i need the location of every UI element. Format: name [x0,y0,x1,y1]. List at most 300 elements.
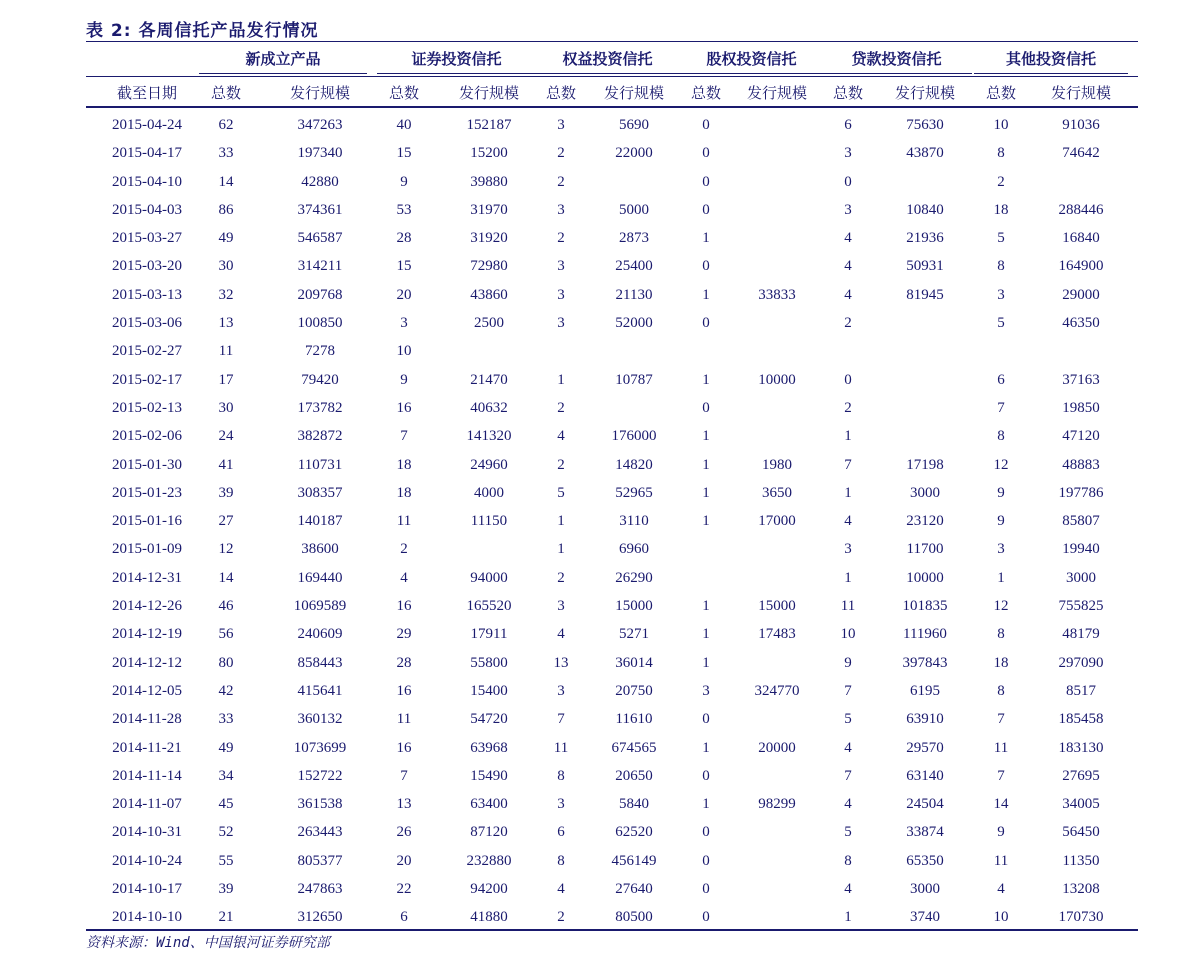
column-header-count: 总数 [832,84,863,102]
amount-cell: 858443 [297,654,343,671]
count-cell: 30 [218,258,234,275]
amount-cell: 25400 [615,258,653,275]
amount-cell: 79420 [301,371,339,388]
amount-cell: 20750 [615,682,653,699]
amount-cell: 13208 [1062,881,1100,898]
amount-cell: 185458 [1058,711,1104,728]
count-cell: 16 [396,739,412,756]
count-cell: 0 [702,315,710,332]
amount-cell: 805377 [297,852,343,869]
amount-cell: 165520 [466,598,512,615]
count-cell: 29 [396,626,412,643]
count-cell: 2 [997,173,1005,190]
amount-cell: 41880 [470,909,508,926]
amount-cell: 34005 [1062,796,1100,813]
amount-cell: 347263 [297,117,343,133]
count-cell: 0 [702,824,710,841]
date-cell: 2014-12-05 [112,682,182,699]
amount-cell: 183130 [1058,739,1104,756]
table-row [0,169,1191,197]
amount-cell: 43860 [470,286,508,303]
count-cell: 0 [702,258,710,275]
table-body [0,112,1191,933]
amount-cell: 63968 [470,739,508,756]
count-cell: 3 [557,201,565,218]
amount-cell: 11700 [906,541,944,558]
amount-cell: 29570 [906,739,944,756]
date-cell: 2014-11-07 [112,796,182,813]
count-cell: 12 [993,598,1009,615]
amount-cell: 382872 [297,428,343,445]
table-row [0,763,1191,791]
count-cell: 9 [997,824,1005,841]
count-cell: 3 [557,286,565,303]
count-cell: 5 [844,824,852,841]
date-cell: 2015-03-20 [112,258,182,275]
count-cell: 11 [218,343,234,360]
amount-cell: 312650 [297,909,343,926]
date-cell: 2014-12-31 [112,569,182,586]
count-cell: 22 [396,881,412,898]
count-cell: 34 [218,767,234,784]
count-cell: 1 [702,598,710,615]
count-cell: 28 [396,230,412,247]
count-cell: 11 [553,739,569,756]
amount-cell: 42880 [301,173,339,190]
amount-cell: 170730 [1058,909,1104,926]
amount-cell: 19850 [1062,399,1100,416]
count-cell: 0 [702,767,710,784]
count-cell: 10 [993,117,1009,133]
amount-cell: 52000 [615,315,653,332]
group-equity-trust-header: 权益投资信托 [562,50,653,68]
count-cell: 4 [557,881,565,898]
count-cell: 1 [844,484,852,501]
count-cell: 3 [557,682,565,699]
amount-cell: 80500 [615,909,653,926]
column-header-amount: 发行规模 [603,84,664,102]
amount-cell: 197786 [1058,484,1104,501]
amount-cell: 33833 [758,286,796,303]
count-cell: 3 [997,286,1005,303]
amount-cell: 23120 [906,513,944,530]
count-cell: 1 [702,513,710,530]
amount-cell: 17000 [758,513,796,530]
amount-cell: 374361 [297,201,343,218]
count-cell: 3 [702,682,710,699]
column-header-date: 截至日期 [116,84,177,102]
count-cell: 7 [844,767,852,784]
count-cell: 2 [400,541,408,558]
amount-cell: 48883 [1062,456,1100,473]
count-cell: 11 [840,598,856,615]
count-cell: 9 [400,173,408,190]
group-new-products-header: 新成立产品 [245,50,321,68]
amount-cell: 263443 [297,824,343,841]
date-cell: 2015-04-10 [112,173,182,190]
count-cell: 1 [702,428,710,445]
count-cell: 3 [844,145,852,162]
amount-cell: 755825 [1058,598,1104,615]
date-cell: 2015-03-27 [112,230,182,247]
date-cell: 2015-04-17 [112,145,182,162]
amount-cell: 38600 [301,541,339,558]
count-cell: 1 [702,654,710,671]
date-cell: 2015-02-06 [112,428,182,445]
amount-cell: 87120 [470,824,508,841]
count-cell: 62 [218,117,234,133]
table-row [0,310,1191,338]
amount-cell: 674565 [611,739,657,756]
table-row [0,253,1191,281]
count-cell: 4 [557,428,565,445]
date-cell: 2015-04-24 [112,117,182,133]
column-header-count: 总数 [690,84,721,102]
amount-cell: 40632 [470,399,508,416]
count-cell: 4 [844,230,852,247]
amount-cell: 140187 [297,513,343,530]
count-cell: 2 [844,315,852,332]
amount-cell: 1073699 [293,739,347,756]
table-row [0,367,1191,395]
count-cell: 45 [218,796,234,813]
amount-cell: 3110 [619,513,649,530]
amount-cell: 15200 [470,145,508,162]
date-cell: 2014-10-17 [112,881,182,898]
amount-cell: 91036 [1062,117,1100,133]
count-cell: 0 [702,145,710,162]
count-cell: 9 [844,654,852,671]
count-cell: 2 [557,399,565,416]
count-cell: 12 [993,456,1009,473]
amount-cell: 169440 [297,569,343,586]
count-cell: 18 [396,484,412,501]
amount-cell: 288446 [1058,201,1104,218]
count-cell: 26 [396,824,412,841]
count-cell: 16 [396,598,412,615]
amount-cell: 10000 [906,569,944,586]
count-cell: 0 [702,711,710,728]
amount-cell: 21130 [615,286,653,303]
amount-cell: 94200 [470,881,508,898]
column-header-amount: 发行规模 [289,84,350,102]
count-cell: 10 [993,909,1009,926]
table-row [0,593,1191,621]
amount-cell: 111960 [903,626,947,643]
amount-cell: 100850 [297,315,343,332]
bottom-rule [86,929,1138,931]
group-other-trust-underline [974,73,1128,74]
amount-cell: 24960 [470,456,508,473]
count-cell: 14 [218,569,234,586]
amount-cell: 152187 [466,117,512,133]
amount-cell: 24504 [906,796,944,813]
count-cell: 1 [702,796,710,813]
count-cell: 8 [557,852,565,869]
amount-cell: 56450 [1062,824,1100,841]
amount-cell: 20650 [615,767,653,784]
amount-cell: 98299 [758,796,796,813]
count-cell: 4 [557,626,565,643]
count-cell: 49 [218,230,234,247]
amount-cell: 31970 [470,201,508,218]
count-cell: 1 [844,428,852,445]
date-cell: 2015-02-27 [112,343,182,360]
count-cell: 9 [997,513,1005,530]
count-cell: 11 [993,739,1009,756]
amount-cell: 308357 [297,484,343,501]
amount-cell: 46350 [1062,315,1100,332]
count-cell: 1 [702,230,710,247]
count-cell: 8 [997,258,1005,275]
amount-cell: 209768 [297,286,343,303]
count-cell: 0 [702,881,710,898]
count-cell: 42 [218,682,234,699]
count-cell: 14 [218,173,234,190]
amount-cell: 31920 [470,230,508,247]
amount-cell: 19940 [1062,541,1100,558]
amount-cell: 15000 [758,598,796,615]
count-cell: 5 [997,230,1005,247]
amount-cell: 17198 [906,456,944,473]
table-row [0,735,1191,763]
amount-cell: 415641 [297,682,343,699]
amount-cell: 11350 [1062,852,1100,869]
group-securities-trust-header: 证券投资信托 [411,50,502,68]
count-cell: 9 [400,371,408,388]
count-cell: 39 [218,881,234,898]
amount-cell: 17911 [470,626,508,643]
amount-cell: 164900 [1058,258,1104,275]
amount-cell: 48179 [1062,626,1100,643]
date-cell: 2014-11-28 [112,711,182,728]
count-cell: 4 [844,258,852,275]
count-cell: 18 [993,654,1009,671]
count-cell: 1 [557,513,565,530]
amount-cell: 3000 [1066,569,1096,586]
amount-cell: 2500 [474,315,504,332]
amount-cell: 72980 [470,258,508,275]
amount-cell: 21470 [470,371,508,388]
header-bottom-rule [86,106,1138,108]
group-loan-trust-header: 贷款投资信托 [851,50,942,68]
source-note: 资料来源：Wind、中国银河证券研究部 [86,935,330,951]
count-cell: 2 [557,173,565,190]
table-row [0,282,1191,310]
count-cell: 32 [218,286,234,303]
count-cell: 7 [400,767,408,784]
table-row [0,395,1191,423]
count-cell: 4 [997,881,1005,898]
amount-cell: 3740 [910,909,940,926]
count-cell: 12 [218,541,234,558]
amount-cell: 141320 [466,428,512,445]
count-cell: 11 [396,513,412,530]
date-cell: 2015-01-16 [112,513,182,530]
group-stock-trust-header: 股权投资信托 [706,50,797,68]
amount-cell: 17483 [758,626,796,643]
count-cell: 7 [400,428,408,445]
date-cell: 2014-11-14 [112,767,182,784]
table-row [0,848,1191,876]
amount-cell: 15400 [470,682,508,699]
amount-cell: 52965 [615,484,653,501]
count-cell: 3 [844,201,852,218]
count-cell: 33 [218,711,234,728]
count-cell: 15 [396,258,412,275]
count-cell: 4 [844,286,852,303]
date-cell: 2015-02-17 [112,371,182,388]
count-cell: 53 [396,201,412,218]
table-row [0,565,1191,593]
count-cell: 55 [218,852,234,869]
count-cell: 9 [997,484,1005,501]
amount-cell: 3000 [910,881,940,898]
amount-cell: 43870 [906,145,944,162]
amount-cell: 74642 [1062,145,1100,162]
count-cell: 13 [218,315,234,332]
amount-cell: 62520 [615,824,653,841]
amount-cell: 27695 [1062,767,1100,784]
date-cell: 2014-12-12 [112,654,182,671]
amount-cell: 1980 [762,456,792,473]
count-cell: 6 [400,909,408,926]
count-cell: 5 [997,315,1005,332]
count-cell: 3 [557,258,565,275]
count-cell: 4 [400,569,408,586]
table-row [0,791,1191,819]
count-cell: 1 [844,569,852,586]
count-cell: 49 [218,739,234,756]
column-header-count: 总数 [210,84,241,102]
amount-cell: 10840 [906,201,944,218]
group-loan-trust-underline [821,73,972,74]
count-cell: 7 [997,711,1005,728]
count-cell: 2 [844,399,852,416]
count-cell: 3 [844,541,852,558]
amount-cell: 197340 [297,145,343,162]
count-cell: 8 [844,852,852,869]
amount-cell: 14820 [615,456,653,473]
count-cell: 8 [997,145,1005,162]
group-divider-rule [86,76,1138,77]
count-cell: 7 [844,682,852,699]
count-cell: 41 [218,456,234,473]
count-cell: 2 [557,145,565,162]
amount-cell: 247863 [297,881,343,898]
count-cell: 15 [396,145,412,162]
count-cell: 4 [844,881,852,898]
column-header-count: 总数 [388,84,419,102]
amount-cell: 63140 [906,767,944,784]
table-row [0,678,1191,706]
count-cell: 14 [993,796,1009,813]
amount-cell: 65350 [906,852,944,869]
amount-cell: 3650 [762,484,792,501]
amount-cell: 6960 [619,541,649,558]
count-cell: 1 [557,541,565,558]
count-cell: 16 [396,399,412,416]
column-header-amount: 发行规模 [746,84,807,102]
column-header-count: 总数 [985,84,1016,102]
amount-cell: 4000 [474,484,504,501]
count-cell: 2 [557,230,565,247]
table-row [0,452,1191,480]
count-cell: 11 [993,852,1009,869]
group-other-trust-header: 其他投资信托 [1005,50,1096,68]
count-cell: 1 [702,371,710,388]
count-cell: 4 [844,513,852,530]
amount-cell: 297090 [1058,654,1104,671]
column-header-count: 总数 [545,84,576,102]
amount-cell: 11150 [470,513,508,530]
count-cell: 1 [702,626,710,643]
count-cell: 0 [844,173,852,190]
count-cell: 11 [396,711,412,728]
count-cell: 4 [844,796,852,813]
column-header-amount: 发行规模 [458,84,519,102]
amount-cell: 3000 [910,484,940,501]
amount-cell: 15490 [470,767,508,784]
count-cell: 30 [218,399,234,416]
count-cell: 3 [557,117,565,133]
count-cell: 3 [400,315,408,332]
amount-cell: 397843 [902,654,948,671]
date-cell: 2015-03-13 [112,286,182,303]
amount-cell: 6195 [910,682,940,699]
table-row [0,876,1191,904]
count-cell: 3 [997,541,1005,558]
amount-cell: 36014 [615,654,653,671]
table-row [0,650,1191,678]
table-row [0,423,1191,451]
count-cell: 10 [396,343,412,360]
count-cell: 8 [997,626,1005,643]
count-cell: 7 [997,767,1005,784]
amount-cell: 81945 [906,286,944,303]
count-cell: 10 [840,626,856,643]
amount-cell: 94000 [470,569,508,586]
count-cell: 0 [702,201,710,218]
amount-cell: 85807 [1062,513,1100,530]
date-cell: 2014-10-10 [112,909,182,926]
amount-cell: 47120 [1062,428,1100,445]
column-header-amount: 发行规模 [894,84,955,102]
amount-cell: 240609 [297,626,343,643]
count-cell: 7 [557,711,565,728]
amount-cell: 16840 [1062,230,1100,247]
amount-cell: 5690 [619,117,649,133]
amount-cell: 33874 [906,824,944,841]
date-cell: 2014-10-24 [112,852,182,869]
table-row [0,819,1191,847]
count-cell: 13 [553,654,569,671]
amount-cell: 63400 [470,796,508,813]
date-cell: 2015-01-23 [112,484,182,501]
count-cell: 18 [993,201,1009,218]
amount-cell: 26290 [615,569,653,586]
amount-cell: 15000 [615,598,653,615]
count-cell: 39 [218,484,234,501]
amount-cell: 37163 [1062,371,1100,388]
count-cell: 1 [997,569,1005,586]
count-cell: 28 [396,654,412,671]
amount-cell: 101835 [902,598,948,615]
count-cell: 1 [557,371,565,388]
amount-cell: 7278 [305,343,335,360]
count-cell: 33 [218,145,234,162]
amount-cell: 50931 [906,258,944,275]
